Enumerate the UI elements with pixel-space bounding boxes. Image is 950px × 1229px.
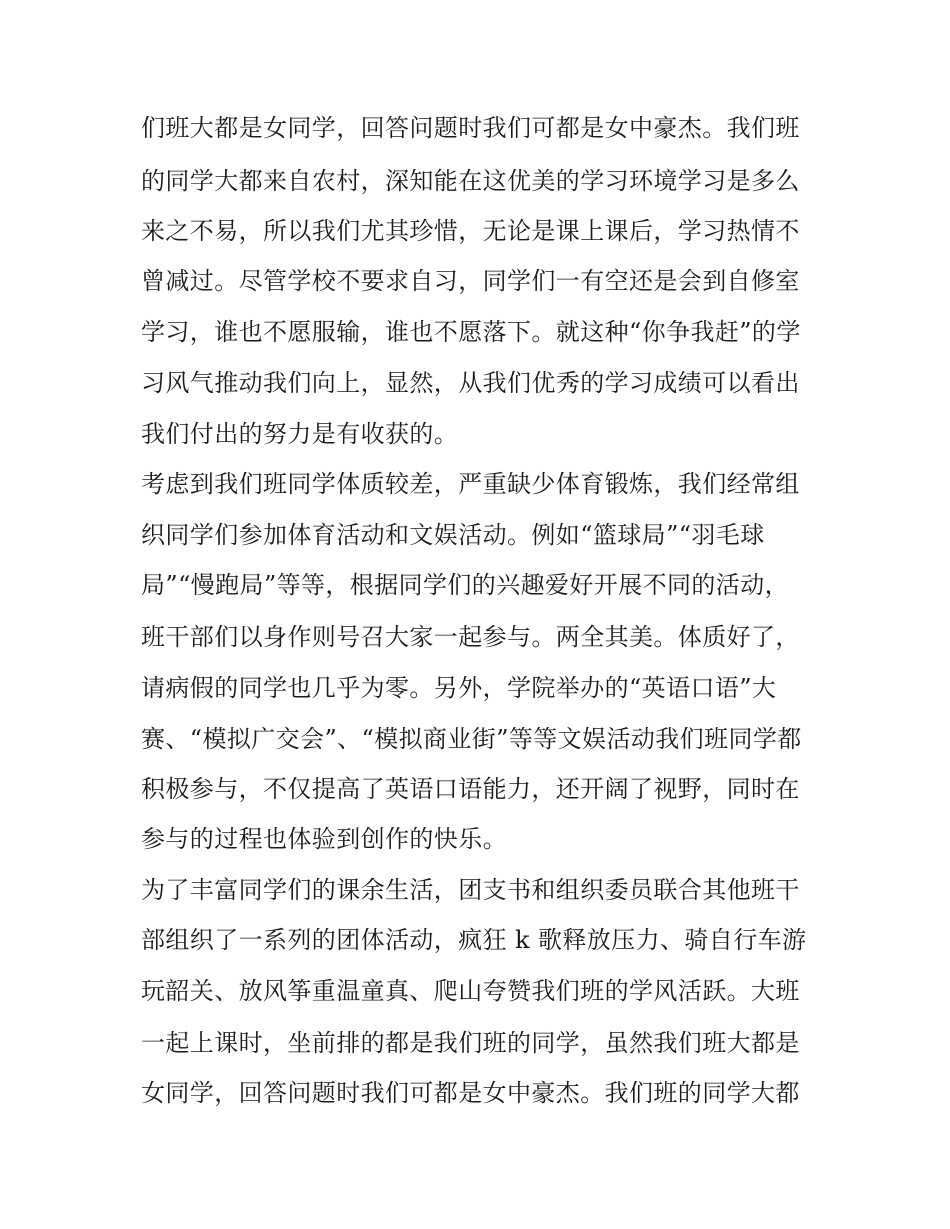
text-line: 们班大都是女同学，回答问题时我们可都是女中豪杰。我们班 xyxy=(141,114,800,142)
text-line: 局”“慢跑局”等等，根据同学们的兴趣爱好开展不同的活动， xyxy=(141,571,790,599)
text-line: 来之不易，所以我们尤其珍惜，无论是课上课后，学习热情不 xyxy=(141,217,800,245)
text-line: 玩韶关、放风筝重温童真、爬山夸赞我们班的学风活跃。大班 xyxy=(141,977,800,1005)
text-line: 曾减过。尽管学校不要求自习，同学们一有空还是会到自修室 xyxy=(141,267,800,295)
text-line: 赛、“模拟广交会”、“模拟商业街”等等文娱活动我们班同学都 xyxy=(141,725,802,753)
text-line: 为了丰富同学们的课余生活，团支书和组织委员联合其他班干 xyxy=(141,876,800,904)
text-line: 学习，谁也不愿服输，谁也不愿落下。就这种“你争我赶”的学 xyxy=(141,318,801,346)
text-line: 女同学，回答问题时我们可都是女中豪杰。我们班的同学大都 xyxy=(141,1079,800,1107)
text-line: 习风气推动我们向上，显然，从我们优秀的学习成绩可以看出 xyxy=(141,369,800,397)
text-line: 请病假的同学也几乎为零。另外，学院举办的“英语口语”大 xyxy=(141,674,777,702)
text-line: 的同学大都来自农村，深知能在这优美的学习环境学习是多么 xyxy=(141,167,800,195)
text-line: 班干部们以身作则号召大家一起参与。两全其美。体质好了， xyxy=(141,623,800,651)
text-line: 我们付出的努力是有收获的。 xyxy=(141,420,459,448)
text-line: 参与的过程也体验到创作的快乐。 xyxy=(141,825,507,853)
text-line: 部组织了一系列的团体活动，疯狂 k 歌释放压力、骑自行车游 xyxy=(141,926,807,954)
text-line: 一起上课时，坐前排的都是我们班的同学，虽然我们班大都是 xyxy=(141,1029,800,1057)
text-line: 考虑到我们班同学体质较差，严重缺少体育锻炼，我们经常组 xyxy=(141,470,800,498)
text-line: 织同学们参加体育活动和文娱活动。例如“篮球局”“羽毛球 xyxy=(141,521,765,549)
text-line: 积极参与，不仅提高了英语口语能力，还开阔了视野，同时在 xyxy=(141,775,800,803)
